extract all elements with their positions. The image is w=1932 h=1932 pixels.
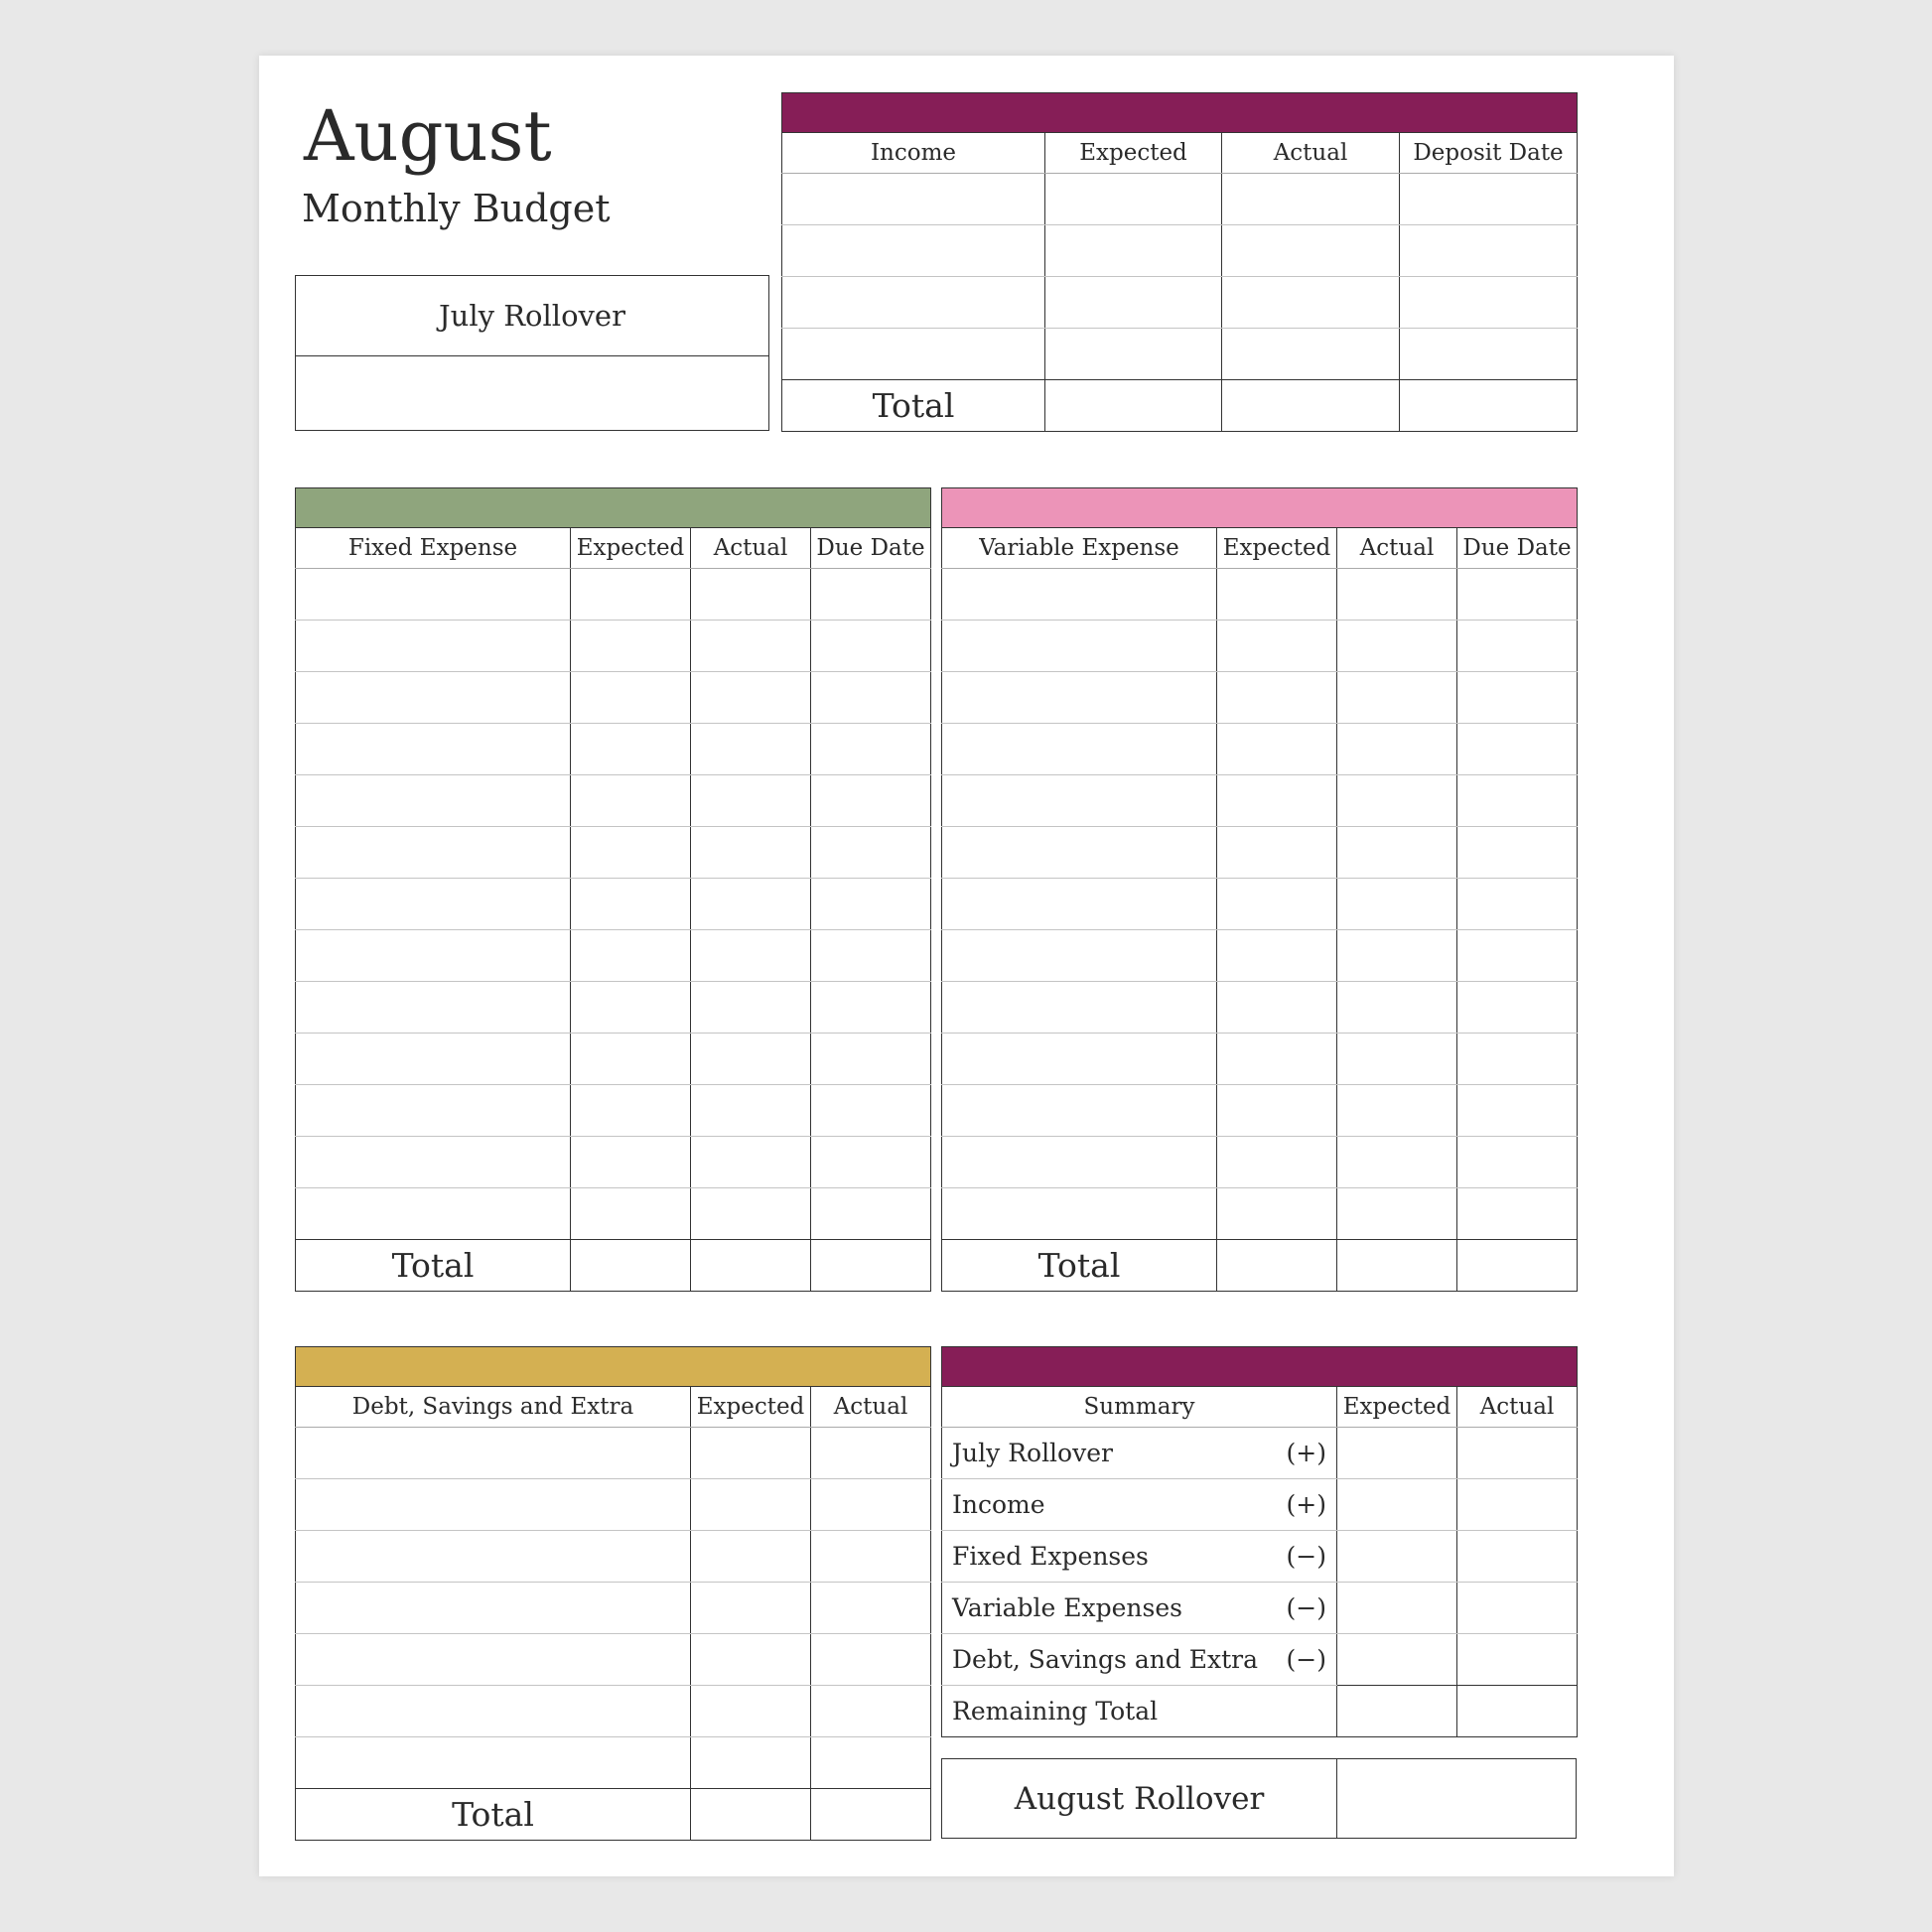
variable-entry-cell[interactable]	[1337, 930, 1457, 982]
income-total-cell[interactable]	[1045, 380, 1222, 432]
income-band	[782, 93, 1578, 133]
debt-col-header: Debt, Savings and Extra	[296, 1387, 691, 1428]
summary-row-sign: (−)	[1286, 1542, 1326, 1571]
variable-entry-cell[interactable]	[1217, 569, 1337, 621]
debt-row	[296, 1531, 931, 1583]
income-entry-cell[interactable]	[1400, 277, 1578, 329]
summary-row-sign: (+)	[1286, 1439, 1326, 1467]
variable-entry-cell[interactable]	[942, 930, 1217, 982]
variable-entry-cell[interactable]	[1217, 1137, 1337, 1188]
debt-band	[296, 1347, 931, 1387]
fixed-entry-cell[interactable]	[296, 982, 571, 1034]
fixed-total-cell[interactable]	[571, 1240, 691, 1292]
debt-row	[296, 1583, 931, 1634]
variable-entry-cell[interactable]	[1217, 1034, 1337, 1085]
fixed-entry-cell[interactable]	[571, 827, 691, 879]
debt-entry-cell[interactable]	[811, 1686, 931, 1737]
income-total-row	[782, 380, 1578, 432]
variable-col-header: Expected	[1217, 528, 1337, 569]
fixed-entry-cell[interactable]	[691, 1034, 811, 1085]
fixed-total-cell[interactable]	[691, 1240, 811, 1292]
fixed-entry-cell[interactable]	[571, 724, 691, 775]
rollover-out-label: August Rollover	[942, 1759, 1337, 1838]
fixed-entry-cell[interactable]	[571, 879, 691, 930]
variable-row	[942, 879, 1578, 930]
page-title: August	[304, 95, 552, 177]
fixed-row	[296, 1085, 931, 1137]
fixed-col-header: Fixed Expense	[296, 528, 571, 569]
rollover-in-box	[295, 275, 769, 431]
fixed-entry-cell[interactable]	[811, 569, 931, 621]
variable-entry-cell[interactable]	[1217, 827, 1337, 879]
fixed-entry-cell[interactable]	[811, 1034, 931, 1085]
fixed-entry-cell[interactable]	[691, 879, 811, 930]
variable-entry-cell[interactable]	[1217, 879, 1337, 930]
summary-row	[942, 1531, 1578, 1583]
variable-entry-cell[interactable]	[942, 775, 1217, 827]
summary-value-cell[interactable]	[1457, 1428, 1578, 1479]
variable-entry-cell[interactable]	[1457, 1137, 1578, 1188]
fixed-entry-cell[interactable]	[691, 621, 811, 672]
summary-row-label: July Rollover	[952, 1439, 1113, 1467]
debt-row	[296, 1428, 931, 1479]
fixed-entry-cell[interactable]	[811, 672, 931, 724]
fixed-entry-cell[interactable]	[296, 879, 571, 930]
fixed-entry-cell[interactable]	[296, 569, 571, 621]
variable-entry-cell[interactable]	[1337, 982, 1457, 1034]
variable-entry-cell[interactable]	[1457, 982, 1578, 1034]
debt-col-header: Actual	[811, 1387, 931, 1428]
remaining-total-cell[interactable]	[1337, 1686, 1457, 1737]
variable-entry-cell[interactable]	[1457, 1085, 1578, 1137]
debt-row	[296, 1686, 931, 1737]
summary-value-cell[interactable]	[1457, 1583, 1578, 1634]
variable-entry-cell[interactable]	[1337, 1034, 1457, 1085]
debt-entry-cell[interactable]	[811, 1634, 931, 1686]
variable-entry-cell[interactable]	[1337, 1188, 1457, 1240]
summary-value-cell[interactable]	[1337, 1634, 1457, 1686]
variable-entry-cell[interactable]	[1457, 569, 1578, 621]
fixed-row	[296, 930, 931, 982]
variable-total-row	[942, 1240, 1578, 1292]
remaining-total-row	[942, 1686, 1578, 1737]
fixed-entry-cell[interactable]	[296, 672, 571, 724]
fixed-row	[296, 569, 931, 621]
variable-expense-table	[941, 487, 1578, 1292]
fixed-entry-cell[interactable]	[811, 724, 931, 775]
summary-col-header: Expected	[1337, 1387, 1457, 1428]
variable-row	[942, 775, 1578, 827]
variable-entry-cell[interactable]	[1457, 621, 1578, 672]
summary-value-cell[interactable]	[1457, 1634, 1578, 1686]
variable-entry-cell[interactable]	[942, 621, 1217, 672]
fixed-entry-cell[interactable]	[811, 775, 931, 827]
fixed-col-header: Expected	[571, 528, 691, 569]
fixed-row	[296, 879, 931, 930]
fixed-row	[296, 827, 931, 879]
summary-row-label-cell	[942, 1531, 1337, 1583]
debt-entry-cell[interactable]	[296, 1583, 691, 1634]
variable-row	[942, 930, 1578, 982]
income-total-cell[interactable]	[1400, 380, 1578, 432]
summary-row	[942, 1583, 1578, 1634]
fixed-entry-cell[interactable]	[571, 982, 691, 1034]
fixed-entry-cell[interactable]	[296, 621, 571, 672]
summary-row	[942, 1479, 1578, 1531]
variable-entry-cell[interactable]	[1337, 724, 1457, 775]
fixed-entry-cell[interactable]	[691, 1085, 811, 1137]
fixed-row	[296, 1034, 931, 1085]
summary-row-sign: (+)	[1286, 1490, 1326, 1519]
fixed-entry-cell[interactable]	[571, 672, 691, 724]
variable-entry-cell[interactable]	[942, 1137, 1217, 1188]
fixed-entry-cell[interactable]	[571, 1085, 691, 1137]
fixed-entry-cell[interactable]	[296, 724, 571, 775]
summary-row	[942, 1428, 1578, 1479]
income-row	[782, 225, 1578, 277]
rollover-out-value-field[interactable]	[1337, 1759, 1576, 1838]
income-entry-cell[interactable]	[1045, 174, 1222, 225]
fixed-col-header: Due Date	[811, 528, 931, 569]
fixed-entry-cell[interactable]	[571, 621, 691, 672]
variable-entry-cell[interactable]	[1337, 879, 1457, 930]
fixed-expense-table	[295, 487, 931, 1292]
variable-entry-cell[interactable]	[1337, 672, 1457, 724]
variable-row	[942, 1188, 1578, 1240]
variable-entry-cell[interactable]	[1217, 982, 1337, 1034]
fixed-entry-cell[interactable]	[571, 930, 691, 982]
debt-entry-cell[interactable]	[296, 1686, 691, 1737]
fixed-entry-cell[interactable]	[571, 775, 691, 827]
remaining-total-cell[interactable]	[1457, 1686, 1578, 1737]
summary-value-cell[interactable]	[1457, 1479, 1578, 1531]
fixed-col-header: Actual	[691, 528, 811, 569]
variable-band	[942, 488, 1578, 528]
fixed-entry-cell[interactable]	[296, 1188, 571, 1240]
variable-row	[942, 672, 1578, 724]
variable-entry-cell[interactable]	[942, 569, 1217, 621]
variable-entry-cell[interactable]	[942, 724, 1217, 775]
debt-entry-cell[interactable]	[811, 1737, 931, 1789]
debt-row	[296, 1737, 931, 1789]
summary-row	[942, 1634, 1578, 1686]
variable-entry-cell[interactable]	[942, 879, 1217, 930]
income-entry-cell[interactable]	[1222, 277, 1400, 329]
fixed-entry-cell[interactable]	[571, 1188, 691, 1240]
fixed-total-label: Total	[296, 1240, 571, 1292]
debt-entry-cell[interactable]	[811, 1479, 931, 1531]
fixed-row	[296, 775, 931, 827]
debt-entry-cell[interactable]	[691, 1479, 811, 1531]
variable-entry-cell[interactable]	[1337, 1085, 1457, 1137]
fixed-total-row	[296, 1240, 931, 1292]
debt-row	[296, 1479, 931, 1531]
variable-row	[942, 1034, 1578, 1085]
variable-entry-cell[interactable]	[1217, 1188, 1337, 1240]
income-entry-cell[interactable]	[782, 225, 1045, 277]
summary-row-label-cell	[942, 1583, 1337, 1634]
summary-row-label: Variable Expenses	[952, 1593, 1182, 1622]
fixed-row	[296, 672, 931, 724]
fixed-entry-cell[interactable]	[691, 1188, 811, 1240]
variable-row	[942, 621, 1578, 672]
variable-total-cell[interactable]	[1217, 1240, 1337, 1292]
summary-row-label: Income	[952, 1490, 1045, 1519]
summary-value-cell[interactable]	[1337, 1428, 1457, 1479]
income-col-header: Income	[782, 133, 1045, 174]
debt-entry-cell[interactable]	[691, 1531, 811, 1583]
variable-entry-cell[interactable]	[942, 1034, 1217, 1085]
fixed-entry-cell[interactable]	[811, 879, 931, 930]
income-entry-cell[interactable]	[1045, 329, 1222, 380]
summary-table	[941, 1346, 1578, 1737]
variable-entry-cell[interactable]	[1217, 775, 1337, 827]
fixed-entry-cell[interactable]	[691, 827, 811, 879]
fixed-total-cell[interactable]	[811, 1240, 931, 1292]
fixed-entry-cell[interactable]	[811, 827, 931, 879]
debt-entry-cell[interactable]	[811, 1428, 931, 1479]
variable-entry-cell[interactable]	[1457, 1034, 1578, 1085]
variable-entry-cell[interactable]	[1217, 1085, 1337, 1137]
fixed-entry-cell[interactable]	[691, 1137, 811, 1188]
variable-entry-cell[interactable]	[942, 1085, 1217, 1137]
summary-row-label: Debt, Savings and Extra	[952, 1645, 1259, 1674]
fixed-entry-cell[interactable]	[296, 1085, 571, 1137]
variable-entry-cell[interactable]	[1337, 827, 1457, 879]
fixed-entry-cell[interactable]	[811, 930, 931, 982]
summary-band	[942, 1347, 1578, 1387]
fixed-entry-cell[interactable]	[811, 982, 931, 1034]
fixed-entry-cell[interactable]	[691, 569, 811, 621]
variable-row	[942, 724, 1578, 775]
debt-row	[296, 1634, 931, 1686]
variable-entry-cell[interactable]	[942, 672, 1217, 724]
variable-entry-cell[interactable]	[1457, 879, 1578, 930]
income-entry-cell[interactable]	[782, 174, 1045, 225]
rollover-in-value-field[interactable]	[296, 356, 768, 430]
variable-entry-cell[interactable]	[942, 827, 1217, 879]
variable-entry-cell[interactable]	[1457, 775, 1578, 827]
summary-row-label-cell	[942, 1479, 1337, 1531]
variable-col-header: Due Date	[1457, 528, 1578, 569]
fixed-entry-cell[interactable]	[296, 930, 571, 982]
income-entry-cell[interactable]	[1222, 174, 1400, 225]
fixed-entry-cell[interactable]	[811, 1188, 931, 1240]
fixed-row	[296, 621, 931, 672]
variable-entry-cell[interactable]	[1217, 672, 1337, 724]
debt-col-header: Expected	[691, 1387, 811, 1428]
fixed-entry-cell[interactable]	[296, 1034, 571, 1085]
debt-entry-cell[interactable]	[691, 1583, 811, 1634]
summary-value-cell[interactable]	[1337, 1531, 1457, 1583]
fixed-entry-cell[interactable]	[571, 1034, 691, 1085]
variable-entry-cell[interactable]	[1457, 1188, 1578, 1240]
income-col-header: Expected	[1045, 133, 1222, 174]
fixed-entry-cell[interactable]	[811, 1085, 931, 1137]
variable-entry-cell[interactable]	[1217, 724, 1337, 775]
income-col-header: Actual	[1222, 133, 1400, 174]
summary-value-cell[interactable]	[1337, 1583, 1457, 1634]
income-entry-cell[interactable]	[1222, 329, 1400, 380]
summary-row-label-cell	[942, 1428, 1337, 1479]
variable-entry-cell[interactable]	[1337, 621, 1457, 672]
variable-entry-cell[interactable]	[1217, 621, 1337, 672]
income-entry-cell[interactable]	[1045, 277, 1222, 329]
income-entry-cell[interactable]	[1400, 329, 1578, 380]
variable-entry-cell[interactable]	[1337, 569, 1457, 621]
income-total-label: Total	[782, 380, 1045, 432]
fixed-row	[296, 982, 931, 1034]
debt-entry-cell[interactable]	[296, 1737, 691, 1789]
fixed-entry-cell[interactable]	[296, 775, 571, 827]
variable-entry-cell[interactable]	[1457, 930, 1578, 982]
fixed-entry-cell[interactable]	[691, 982, 811, 1034]
summary-row-sign: (−)	[1286, 1593, 1326, 1622]
summary-col-header: Summary	[942, 1387, 1337, 1428]
income-total-cell[interactable]	[1222, 380, 1400, 432]
summary-row-label-cell	[942, 1634, 1337, 1686]
variable-col-header: Actual	[1337, 528, 1457, 569]
variable-entry-cell[interactable]	[1457, 724, 1578, 775]
income-entry-cell[interactable]	[782, 329, 1045, 380]
income-entry-cell[interactable]	[1400, 174, 1578, 225]
variable-entry-cell[interactable]	[942, 982, 1217, 1034]
rollover-out-box	[941, 1758, 1577, 1839]
summary-row-label: Fixed Expenses	[952, 1542, 1149, 1571]
debt-total-cell[interactable]	[811, 1789, 931, 1841]
income-row	[782, 277, 1578, 329]
fixed-entry-cell[interactable]	[296, 1137, 571, 1188]
variable-entry-cell[interactable]	[1337, 775, 1457, 827]
variable-entry-cell[interactable]	[942, 1188, 1217, 1240]
debt-entry-cell[interactable]	[691, 1737, 811, 1789]
income-entry-cell[interactable]	[1045, 225, 1222, 277]
variable-row	[942, 1085, 1578, 1137]
summary-col-header: Actual	[1457, 1387, 1578, 1428]
fixed-entry-cell[interactable]	[571, 1137, 691, 1188]
variable-entry-cell[interactable]	[1457, 672, 1578, 724]
page-subtitle: Monthly Budget	[302, 187, 611, 230]
debt-total-row	[296, 1789, 931, 1841]
debt-entry-cell[interactable]	[296, 1531, 691, 1583]
fixed-row	[296, 724, 931, 775]
income-table	[781, 92, 1578, 432]
variable-row	[942, 569, 1578, 621]
fixed-row	[296, 1188, 931, 1240]
fixed-entry-cell[interactable]	[691, 775, 811, 827]
fixed-entry-cell[interactable]	[811, 621, 931, 672]
debt-entry-cell[interactable]	[691, 1428, 811, 1479]
debt-total-label: Total	[296, 1789, 691, 1841]
debt-total-cell[interactable]	[691, 1789, 811, 1841]
fixed-entry-cell[interactable]	[571, 569, 691, 621]
income-col-header: Deposit Date	[1400, 133, 1578, 174]
variable-total-cell[interactable]	[1457, 1240, 1578, 1292]
debt-entry-cell[interactable]	[691, 1634, 811, 1686]
variable-row	[942, 1137, 1578, 1188]
variable-row	[942, 982, 1578, 1034]
variable-entry-cell[interactable]	[1337, 1137, 1457, 1188]
debt-savings-table	[295, 1346, 931, 1841]
variable-entry-cell[interactable]	[1217, 930, 1337, 982]
income-entry-cell[interactable]	[782, 277, 1045, 329]
variable-row	[942, 827, 1578, 879]
variable-entry-cell[interactable]	[1457, 827, 1578, 879]
fixed-entry-cell[interactable]	[811, 1137, 931, 1188]
debt-entry-cell[interactable]	[296, 1428, 691, 1479]
fixed-band	[296, 488, 931, 528]
fixed-entry-cell[interactable]	[691, 724, 811, 775]
fixed-row	[296, 1137, 931, 1188]
fixed-entry-cell[interactable]	[296, 827, 571, 879]
variable-total-label: Total	[942, 1240, 1217, 1292]
debt-entry-cell[interactable]	[811, 1531, 931, 1583]
variable-col-header: Variable Expense	[942, 528, 1217, 569]
summary-value-cell[interactable]	[1337, 1479, 1457, 1531]
remaining-total-label: Remaining Total	[942, 1686, 1337, 1737]
income-row	[782, 329, 1578, 380]
income-entry-cell[interactable]	[1400, 225, 1578, 277]
fixed-entry-cell[interactable]	[691, 930, 811, 982]
debt-entry-cell[interactable]	[811, 1583, 931, 1634]
income-entry-cell[interactable]	[1222, 225, 1400, 277]
fixed-entry-cell[interactable]	[691, 672, 811, 724]
debt-entry-cell[interactable]	[296, 1479, 691, 1531]
income-row	[782, 174, 1578, 225]
variable-total-cell[interactable]	[1337, 1240, 1457, 1292]
summary-row-sign: (−)	[1286, 1645, 1326, 1674]
debt-entry-cell[interactable]	[691, 1686, 811, 1737]
rollover-in-label: July Rollover	[296, 276, 768, 356]
summary-value-cell[interactable]	[1457, 1531, 1578, 1583]
debt-entry-cell[interactable]	[296, 1634, 691, 1686]
